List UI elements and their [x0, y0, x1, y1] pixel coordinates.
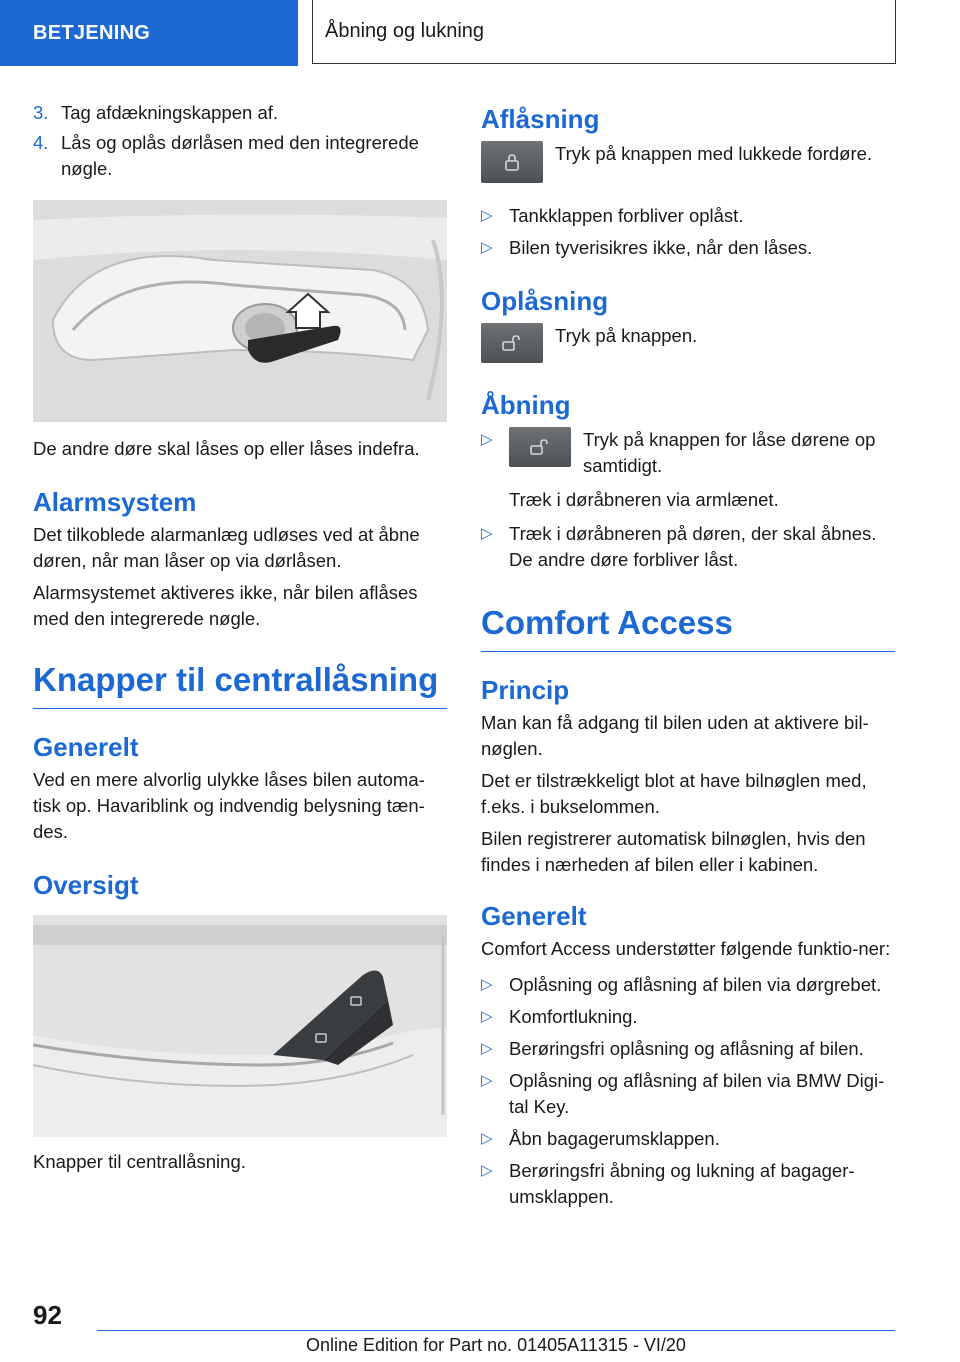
alarm-heading: Alarmsystem — [33, 487, 197, 517]
lock-closed-icon — [502, 152, 522, 172]
princip-paragraph-1: Man kan få adgang til bilen uden at aktivere bil-nøglen. — [481, 712, 869, 759]
aflasning-bullets — [481, 203, 895, 261]
oplasning-text: Tryk på knappen. — [555, 325, 698, 346]
section-tab: BETJENING — [0, 0, 298, 66]
knapper-heading: Knapper til centrallåsning — [33, 660, 447, 709]
princip-heading: Princip — [481, 675, 570, 705]
comfort-access-heading: Comfort Access — [481, 603, 895, 652]
lock-open-icon — [529, 437, 551, 457]
unlock-button-image — [481, 323, 543, 363]
generelt-heading-left: Generelt — [33, 732, 139, 762]
door-lock-image — [33, 200, 447, 422]
list-item: ▷ Berøringsfri oplåsning og aflåsning af bilen. — [481, 1038, 864, 1059]
right-column — [481, 103, 895, 1210]
list-item: ▷ Komfortlukning. — [481, 1006, 638, 1027]
generelt-heading-right: Generelt — [481, 901, 587, 931]
lock-button-image — [481, 141, 543, 183]
image-caption: Knapper til centrallåsning. — [33, 1151, 246, 1172]
list-item: ▷ Oplåsning og aflåsning af bilen via dørgrebet. — [481, 974, 882, 995]
footer-divider — [97, 1330, 895, 1331]
step-3: 3. Tag afdækningskappen af. — [33, 102, 279, 123]
list-item: ▷ Oplåsning og aflåsning af bilen via BMW Digi-tal Key. — [481, 1070, 885, 1117]
list-item: ▷ Tryk på knappen for låse dørene op samtidigt. — [481, 429, 876, 476]
generelt-paragraph-right: Comfort Access understøtter følgende funktio-ner: — [481, 938, 891, 959]
page-number: 92 — [33, 1300, 62, 1330]
left-column — [33, 100, 447, 1175]
comfort-access-features — [481, 972, 895, 1210]
door-panel-illustration — [33, 915, 447, 1137]
chapter-title: Åbning og lukning — [312, 0, 896, 64]
aflasning-row — [481, 141, 895, 183]
aflasning-heading: Aflåsning — [481, 104, 600, 134]
list-item: ▷ Træk i døråbneren på døren, der skal åbnes. De andre døre forbliver låst. — [481, 523, 877, 570]
oplasning-heading: Oplåsning — [481, 286, 609, 316]
alarm-paragraph-2: Alarmsystemet aktiveres ikke, når bilen aflåses med den integrerede nøgle. — [33, 582, 418, 629]
alarm-paragraph-1: Det tilkoblede alarmanlæg udløses ved at åbne døren, når man låser op via dørlåsen. — [33, 524, 420, 571]
aflasning-text: Tryk på knappen med lukkede fordøre. — [555, 143, 873, 164]
after-image-text: De andre døre skal låses op eller låses indefra. — [33, 438, 420, 459]
page-header — [0, 0, 960, 66]
door-handle-illustration — [33, 200, 447, 422]
list-item: ▷ Åbn bagagerumsklappen. — [481, 1128, 720, 1149]
princip-paragraph-2: Det er tilstrækkeligt blot at have bilnøglen med, f.eks. i bukselommen. — [481, 770, 867, 817]
unlock-button-image — [509, 427, 571, 467]
list-item: ▷ Bilen tyverisikres ikke, når den låses. — [481, 237, 813, 258]
list-item: ▷ Tankklappen forbliver oplåst. — [481, 205, 744, 226]
step-4: 4. Lås og oplås dørlåsen med den integrerede nøgle. — [33, 132, 419, 179]
central-lock-buttons-image — [33, 915, 447, 1137]
abning-heading: Åbning — [481, 390, 571, 420]
generelt-paragraph-left: Ved en mere alvorlig ulykke låses bilen automa-tisk op. Havariblink og indvendig belysning tæn-des. — [33, 769, 425, 842]
edition-text: Online Edition for Part no. 01405A11315 - VI/20 — [306, 1335, 686, 1355]
abning-sub-text: Træk i døråbneren via armlænet. — [509, 489, 779, 510]
lock-open-icon — [501, 333, 523, 353]
list-item: ▷ Berøringsfri åbning og lukning af bagager-umsklappen. — [481, 1160, 855, 1207]
princip-paragraph-3: Bilen registrerer automatisk bilnøglen, hvis den findes i nærheden af bilen eller i kabinen. — [481, 828, 866, 875]
oversigt-heading: Oversigt — [33, 870, 139, 900]
oplasning-row — [481, 323, 895, 363]
